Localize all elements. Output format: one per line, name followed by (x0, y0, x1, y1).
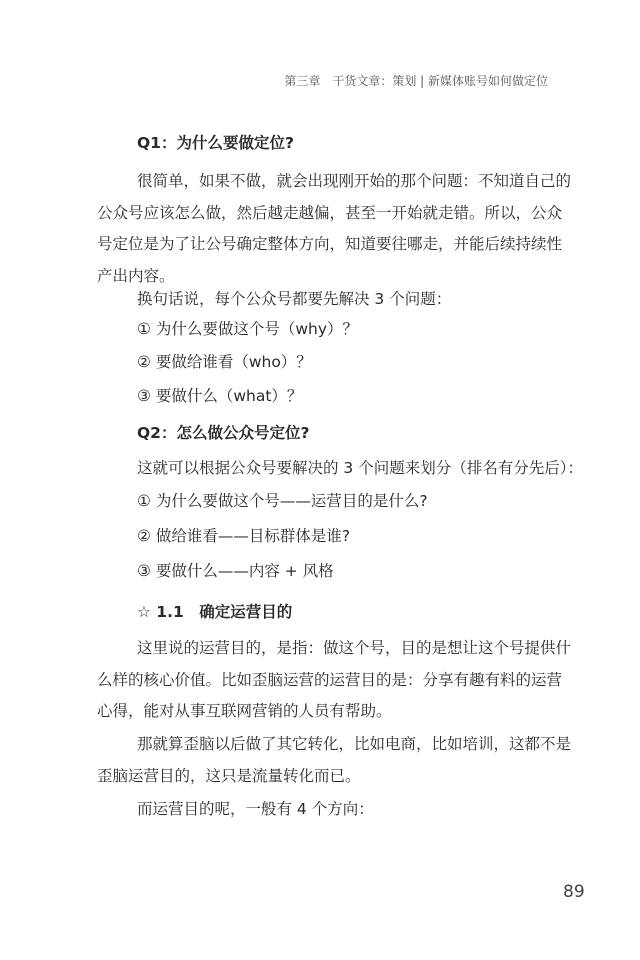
paragraph (97, 729, 572, 792)
paragraph (97, 453, 583, 485)
paragraph-line: ② 要做给谁看（who）？ (137, 353, 312, 371)
paragraph (97, 381, 549, 413)
heading-text: Q2：怎么做公众号定位? (137, 424, 310, 442)
paragraph-line: 换句话说，每个公众号都要先解决 3 个问题： (137, 290, 452, 308)
paragraph-line: 么样的核心价值。比如歪脑运营的运营目的是：分享有趣有料的运营 (97, 670, 563, 689)
section-heading (97, 128, 549, 160)
paragraph (97, 556, 549, 588)
heading-text: Q1：为什么要做定位? (137, 134, 294, 152)
paragraph-line: 产出内容。 (97, 266, 175, 285)
paragraph-line: ① 为什么要做这个号（why）？ (137, 320, 358, 338)
paragraph-line: 心得，能对从事互联网营销的人员有帮助。 (97, 702, 392, 720)
paragraph-line: 很简单，如果不做，就会出现刚开始的那个问题：不知道自己的 (137, 172, 572, 190)
paragraph-line: ③ 要做什么——内容 + 风格 (137, 562, 334, 580)
page-number: 89 (563, 882, 585, 902)
paragraph-line: ② 做给谁看——目标群体是谁? (137, 527, 351, 545)
section-heading (97, 418, 549, 450)
paragraph-line: 号定位是为了让公号确定整体方向，知道要往哪走，并能后续持续性 (97, 235, 563, 253)
paragraph (97, 521, 549, 553)
section-heading (97, 597, 549, 629)
paragraph-line: 这里说的运营目的，是指：做这个号，目的是想让这个号提供什 (137, 639, 572, 657)
paragraph (97, 633, 572, 728)
paragraph (97, 794, 549, 826)
paragraph (97, 347, 549, 379)
heading-text: ☆ 1.1 确定运营目的 (137, 603, 293, 621)
paragraph-line: 而运营目的呢，一般有 4 个方向： (137, 800, 374, 818)
paragraph-line: 歪脑运营目的，这只是流量转化而已。 (97, 766, 361, 785)
paragraph (97, 314, 549, 346)
running-header: 第三章 干货文章：策划 | 新媒体账号如何做定位 (284, 74, 548, 88)
paragraph (97, 284, 549, 316)
paragraph-line: 这就可以根据公众号要解决的 3 个问题来划分（排名有分先后）： (137, 459, 583, 477)
paragraph-line: 那就算歪脑以后做了其它转化，比如电商，比如培训，这都不是 (137, 735, 572, 753)
paragraph-line: ③ 要做什么（what）？ (137, 387, 303, 405)
paragraph (97, 486, 549, 518)
paragraph-line: ① 为什么要做这个号——运营目的是什么? (137, 492, 428, 510)
paragraph (97, 166, 572, 292)
paragraph-line: 公众号应该怎么做，然后越走越偏，甚至一开始就走错。所以，公众 (97, 203, 563, 222)
